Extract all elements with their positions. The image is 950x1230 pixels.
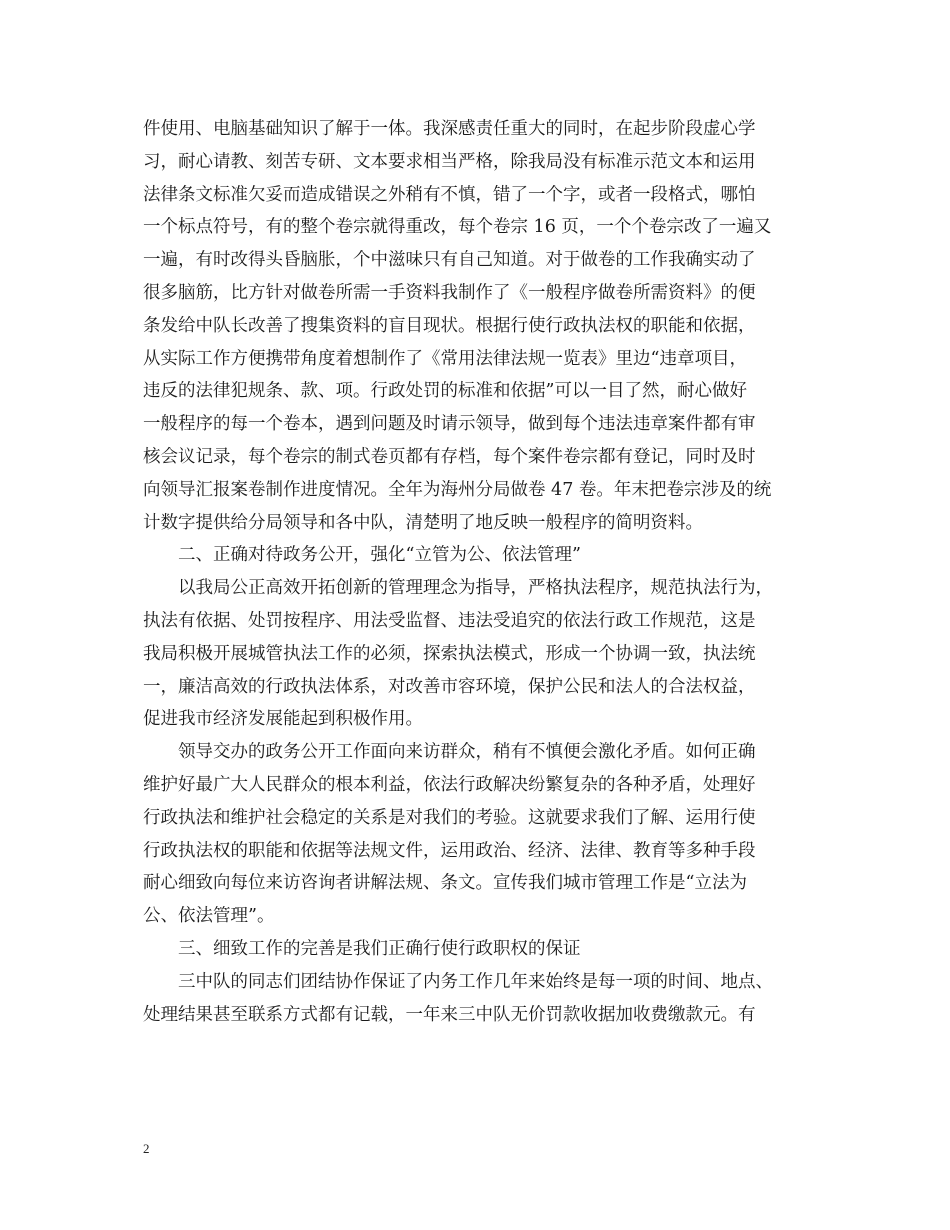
document-body: [143, 113, 813, 1031]
text-line: 一，廉洁高效的行政执法体系，对改善市容环境，保护公民和法人的合法权益，: [143, 676, 756, 697]
text-line: 三中队的同志们团结协作保证了内务工作几年来始终是每一项的时间、地点、: [178, 971, 773, 992]
text-line: 耐心细致向每位来访咨询者讲解法规、条文。宣传我们城市管理工作是“立法为: [143, 873, 747, 894]
text-line: 一般程序的每一个卷本，遇到问题及时请示领导，做到每个违法违章案件都有审: [143, 414, 756, 435]
text-line: 从实际工作方便携带角度着想制作了《常用法律法规一览表》里边“违章项目，: [143, 348, 747, 369]
text-line: 领导交办的政务公开工作面向来访群众，稍有不慎便会激化矛盾。如何正确: [178, 742, 756, 763]
text-line: 很多脑筋，比方针对做卷所需一手资料我制作了《一般程序做卷所需资料》的便: [143, 282, 756, 303]
text-line: 维护好最广大人民群众的根本利益，依法行政解决纷繁复杂的各种矛盾，处理好: [143, 774, 756, 795]
text-line: 法律条文标准欠妥而造成错误之外稍有不慎，错了一个字，或者一段格式，哪怕: [143, 184, 756, 205]
text-line: 促进我市经济发展能起到积极作用。: [143, 709, 423, 730]
page-number: 2: [143, 1141, 150, 1156]
text-line: 行政执法权的职能和依据等法规文件，运用政治、经济、法律、教育等多种手段: [143, 840, 756, 861]
text-line: 执法有依据、处罚按程序、用法受监督、违法受追究的依法行政工作规范，这是: [143, 610, 756, 631]
text-line: 违反的法律犯规条、款、项。行政处罚的标准和依据”可以一目了然，耐心做好: [143, 381, 747, 402]
text-line: 件使用、电脑基础知识了解于一体。我深感责任重大的同时，在起步阶段虚心学: [143, 119, 756, 139]
text-line: 向领导汇报案卷制作进度情况。全年为海州分局做卷 47 卷。年末把卷宗涉及的统: [143, 479, 772, 500]
text-line: 以我局公正高效开拓创新的管理理念为指导，严格执法程序，规范执法行为，: [178, 578, 773, 599]
text-line: 习，耐心请教、刻苦专研、文本要求相当严格，除我局没有标准示范文本和运用: [143, 151, 756, 172]
text-line: 一个标点符号，有的整个卷宗就得重改，每个卷宗 16 页，一个个卷宗改了一遍又: [143, 217, 772, 238]
text-line: 我局积极开展城管执法工作的必须，探索执法模式，形成一个协调一致，执法统: [143, 643, 756, 664]
text-line: 一遍，有时改得头昏脑胀，个中滋味只有自己知道。对于做卷的工作我确实动了: [143, 250, 756, 271]
text-line: 二、正确对待政务公开，强化“立管为公、依法管理”: [178, 545, 581, 566]
text-line: 条发给中队长改善了搜集资料的盲目现状。根据行使行政执法权的职能和依据，: [143, 315, 756, 336]
text-line: 三、细致工作的完善是我们正确行使行政职权的保证: [178, 938, 581, 959]
text-line: 行政执法和维护社会稳定的关系是对我们的考验。这就要求我们了解、运用行使: [143, 807, 756, 828]
text-line: 公、依法管理”。: [143, 906, 275, 927]
text-line: 处理结果甚至联系方式都有记载，一年来三中队无价罚款收据加收费缴款元。有: [143, 1004, 756, 1025]
text-line: 核会议记录，每个卷宗的制式卷页都有存档，每个案件卷宗都有登记，同时及时: [143, 446, 756, 467]
text-line: 计数字提供给分局领导和各中队，清楚明了地反映一般程序的简明资料。: [143, 512, 703, 533]
